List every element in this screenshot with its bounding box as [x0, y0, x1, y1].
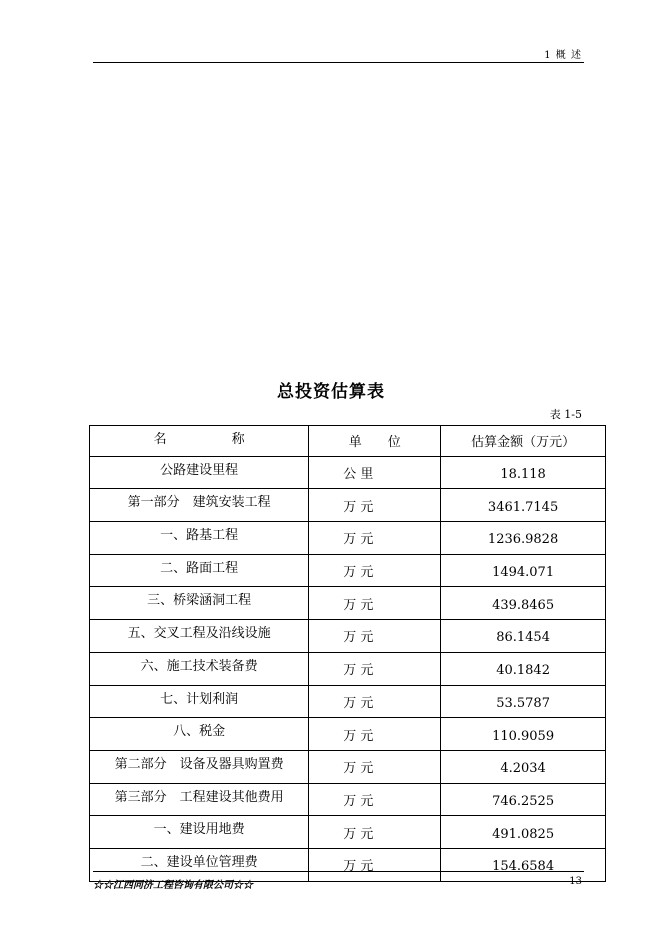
cell-name: 公路建设里程: [90, 456, 309, 489]
cell-value: 1494.071: [441, 554, 606, 587]
cell-name: 六、施工技术装备费: [90, 652, 309, 685]
cell-value: 18.118: [441, 456, 606, 489]
cell-name: 第一部分 建筑安装工程: [90, 489, 309, 522]
cell-value: 3461.7145: [441, 489, 606, 522]
cell-value: 4.2034: [441, 750, 606, 783]
cell-value: 154.6584: [441, 848, 606, 881]
document-title: 总投资估算表: [277, 382, 385, 402]
cell-name: 二、路面工程: [90, 554, 309, 587]
table-body: [90, 456, 606, 881]
header-chapter: 1 概 述: [544, 50, 582, 61]
table-row: [90, 652, 606, 685]
cell-value: 491.0825: [441, 816, 606, 849]
page-number: 13: [569, 876, 582, 887]
cell-name: 一、建设用地费: [90, 816, 309, 849]
cell-name: 八、税金: [90, 718, 309, 751]
table-row: [90, 620, 606, 653]
cell-unit: 万 元: [309, 522, 441, 555]
table-row: [90, 685, 606, 718]
header-name: 名 称: [90, 426, 309, 457]
cell-value: 110.9059: [441, 718, 606, 751]
cell-name: 二、建设单位管理费: [90, 848, 309, 881]
cell-unit: 万 元: [309, 848, 441, 881]
table-row: [90, 489, 606, 522]
cell-unit: 万 元: [309, 620, 441, 653]
cell-name: 一、路基工程: [90, 522, 309, 555]
header-value: 估算金额（万元）: [441, 426, 606, 457]
table-row: [90, 554, 606, 587]
table-row: [90, 456, 606, 489]
cell-value: 53.5787: [441, 685, 606, 718]
cell-value: 439.8465: [441, 587, 606, 620]
table-row: [90, 816, 606, 849]
table-row: [90, 522, 606, 555]
cell-name: 三、桥梁涵洞工程: [90, 587, 309, 620]
cell-name: 五、交叉工程及沿线设施: [90, 620, 309, 653]
cell-value: 746.2525: [441, 783, 606, 816]
cell-unit: 万 元: [309, 554, 441, 587]
page-footer: [93, 871, 584, 890]
cell-value: 40.1842: [441, 652, 606, 685]
cell-unit: 万 元: [309, 783, 441, 816]
cell-unit: 万 元: [309, 718, 441, 751]
cell-unit: 公 里: [309, 456, 441, 489]
cell-unit: 万 元: [309, 587, 441, 620]
footer-company: ☆☆江西同济工程咨询有限公司☆☆: [93, 880, 253, 891]
cell-unit: 万 元: [309, 750, 441, 783]
cell-name: 第二部分 设备及器具购置费: [90, 750, 309, 783]
table-header-row: [90, 426, 606, 457]
cell-unit: 万 元: [309, 652, 441, 685]
table-number: 表 1-5: [549, 408, 582, 421]
cell-name: 七、计划利润: [90, 685, 309, 718]
page-header: [93, 46, 584, 63]
investment-estimate-table: [89, 425, 606, 882]
table-row: [90, 718, 606, 751]
cell-unit: 万 元: [309, 489, 441, 522]
cell-unit: 万 元: [309, 816, 441, 849]
table-row: [90, 587, 606, 620]
header-unit: 单 位: [309, 426, 441, 457]
cell-unit: 万 元: [309, 685, 441, 718]
table-row: [90, 750, 606, 783]
table-row: [90, 783, 606, 816]
cell-name: 第三部分 工程建设其他费用: [90, 783, 309, 816]
cell-value: 1236.9828: [441, 522, 606, 555]
cell-value: 86.1454: [441, 620, 606, 653]
